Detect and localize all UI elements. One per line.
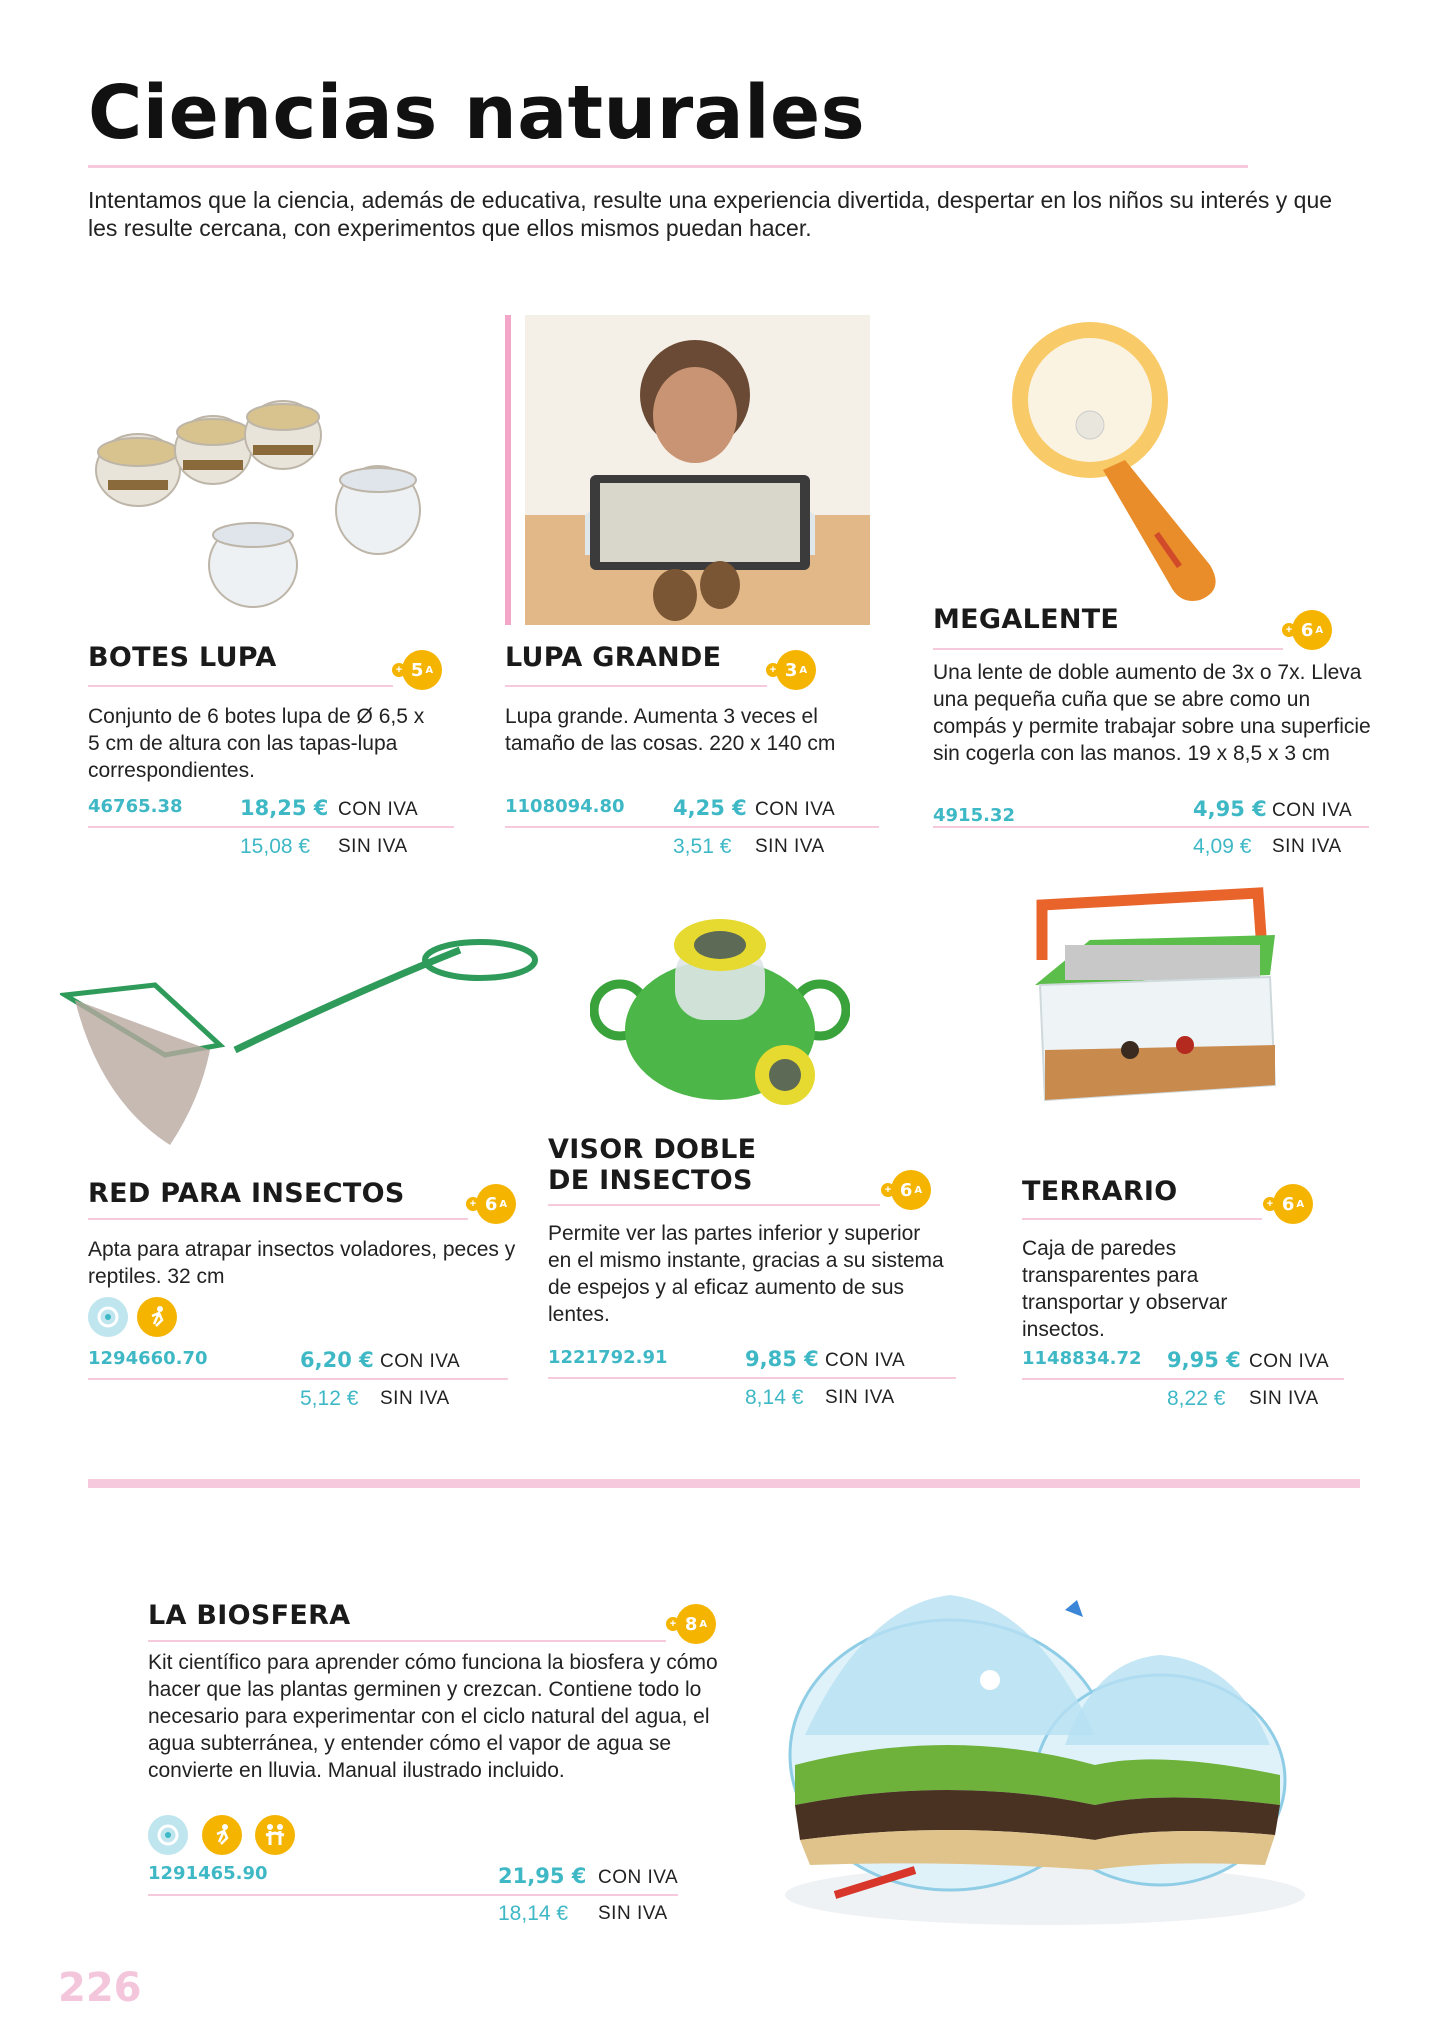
price-con-iva: 9,85 € [745, 1347, 819, 1371]
price-con-iva: 21,95 € [498, 1864, 587, 1888]
age-badge: + 8 A [666, 1604, 716, 1644]
section-divider [88, 1479, 1360, 1488]
price-sin-iva: 3,51 € [673, 835, 732, 858]
product-description: Permite ver las partes inferior y superior en el mismo instante, gracias a su sistema de espejos y al eficaz aumento de sus lentes. [548, 1222, 944, 1326]
product-ref: 46765.38 [88, 796, 183, 817]
age-badge: + 6 A [1282, 610, 1332, 650]
age-badge: + 6 A [1263, 1184, 1313, 1224]
product-description: Apta para atrapar insectos voladores, peces y reptiles. 32 cm [88, 1238, 516, 1288]
pink-accent-bar [505, 315, 511, 625]
con-iva-label: CON IVA [338, 799, 419, 820]
age-badge: + 6 A [466, 1184, 516, 1224]
price-sin-iva: 8,14 € [745, 1386, 804, 1409]
con-iva-label: CON IVA [380, 1351, 461, 1372]
price-sin-iva: 4,09 € [1193, 835, 1252, 858]
plus-icon: + [392, 663, 406, 677]
sin-iva-label: SIN IVA [755, 836, 825, 857]
price-sin-iva: 15,08 € [240, 835, 311, 858]
product-ref: 1291465.90 [148, 1863, 268, 1884]
page-title: Ciencias naturales [88, 70, 866, 156]
product-name: MEGALENTE [933, 604, 1120, 635]
age-badge: + 5 A [392, 650, 442, 690]
megalente-image [995, 315, 1245, 605]
cooperation-icon [255, 1815, 295, 1855]
product-description: Kit científico para aprender cómo funciona la biosfera y cómo hacer que las plantas germinen y crezcan. Contiene todo lo necesario para experimentar con el ciclo natural del agua, el agua subterránea, y entender cómo el vapor de agua se convierte en lluvia. Manual ilustrado incluido. [148, 1651, 718, 1782]
motor-skills-icon [202, 1815, 242, 1855]
product-ref: 1108094.80 [505, 796, 625, 817]
biosfera-image [765, 1565, 1325, 1935]
price-con-iva: 6,20 € [300, 1348, 374, 1372]
red-insectos-image [60, 930, 540, 1160]
sin-iva-label: SIN IVA [1249, 1388, 1319, 1409]
plus-icon: + [1263, 1197, 1277, 1211]
age-badge: + 6 A [881, 1170, 931, 1210]
plus-icon: + [1282, 623, 1296, 637]
product-description: Una lente de doble aumento de 3x o 7x. Lleva una pequeña cuña que se abre como un compás y permite trabajar sobre una superficie sin cogerla con las manos. 19 x 8,5 x 3 cm [933, 661, 1371, 765]
plus-icon: + [666, 1617, 680, 1631]
price-con-iva: 18,25 € [240, 796, 329, 820]
botes-lupa-image [88, 390, 428, 630]
price-sin-iva: 8,22 € [1167, 1387, 1226, 1410]
plus-icon: + [766, 663, 780, 677]
product-name: LUPA GRANDE [505, 642, 722, 673]
motor-skills-icon [137, 1297, 177, 1337]
sin-iva-label: SIN IVA [1272, 836, 1342, 857]
product-ref: 4915.32 [933, 805, 1015, 826]
lupa-grande-image [525, 315, 870, 625]
visor-doble-image [590, 900, 850, 1115]
plus-icon: + [881, 1183, 895, 1197]
sin-iva-label: SIN IVA [598, 1903, 668, 1924]
plus-icon: + [466, 1197, 480, 1211]
product-ref: 1148834.72 [1022, 1348, 1142, 1369]
product-name-line2: DE INSECTOS [548, 1165, 753, 1196]
con-iva-label: CON IVA [755, 799, 836, 820]
price-con-iva: 4,95 € [1193, 797, 1267, 821]
con-iva-label: CON IVA [598, 1867, 679, 1888]
terrario-image [1030, 885, 1280, 1110]
product-description: Caja de paredes transparentes para transportar y observar insectos. [1022, 1237, 1228, 1341]
product-description: Conjunto de 6 botes lupa de Ø 6,5 x 5 cm de altura con las tapas-lupa correspondientes. [88, 705, 425, 782]
product-ref: 1221792.91 [548, 1347, 668, 1368]
product-name: TERRARIO [1022, 1176, 1178, 1207]
price-con-iva: 4,25 € [673, 796, 747, 820]
con-iva-label: CON IVA [1249, 1351, 1330, 1372]
product-name: LA BIOSFERA [148, 1600, 351, 1631]
price-sin-iva: 18,14 € [498, 1902, 569, 1925]
age-badge: + 3 A [766, 650, 816, 690]
intro-text: Intentamos que la ciencia, además de educativa, resulte una experiencia divertida, despertar en los niños su interés y que les resulte cercana, con experimentos que ellos mismos puedan hacer. [88, 187, 1333, 241]
title-divider [88, 165, 1248, 168]
magnifier-icon [148, 1815, 188, 1855]
product-ref: 1294660.70 [88, 1348, 208, 1369]
con-iva-label: CON IVA [825, 1350, 906, 1371]
magnifier-icon [88, 1297, 128, 1337]
product-name: RED PARA INSECTOS [88, 1178, 405, 1209]
sin-iva-label: SIN IVA [825, 1387, 895, 1408]
con-iva-label: CON IVA [1272, 800, 1353, 821]
product-name: BOTES LUPA [88, 642, 277, 673]
price-sin-iva: 5,12 € [300, 1387, 359, 1410]
product-description: Lupa grande. Aumenta 3 veces el tamaño de las cosas. 220 x 140 cm [505, 705, 836, 755]
price-con-iva: 9,95 € [1167, 1348, 1241, 1372]
sin-iva-label: SIN IVA [380, 1388, 450, 1409]
sin-iva-label: SIN IVA [338, 836, 408, 857]
product-name-line1: VISOR DOBLE [548, 1134, 757, 1165]
page-number: 226 [58, 1965, 142, 2011]
